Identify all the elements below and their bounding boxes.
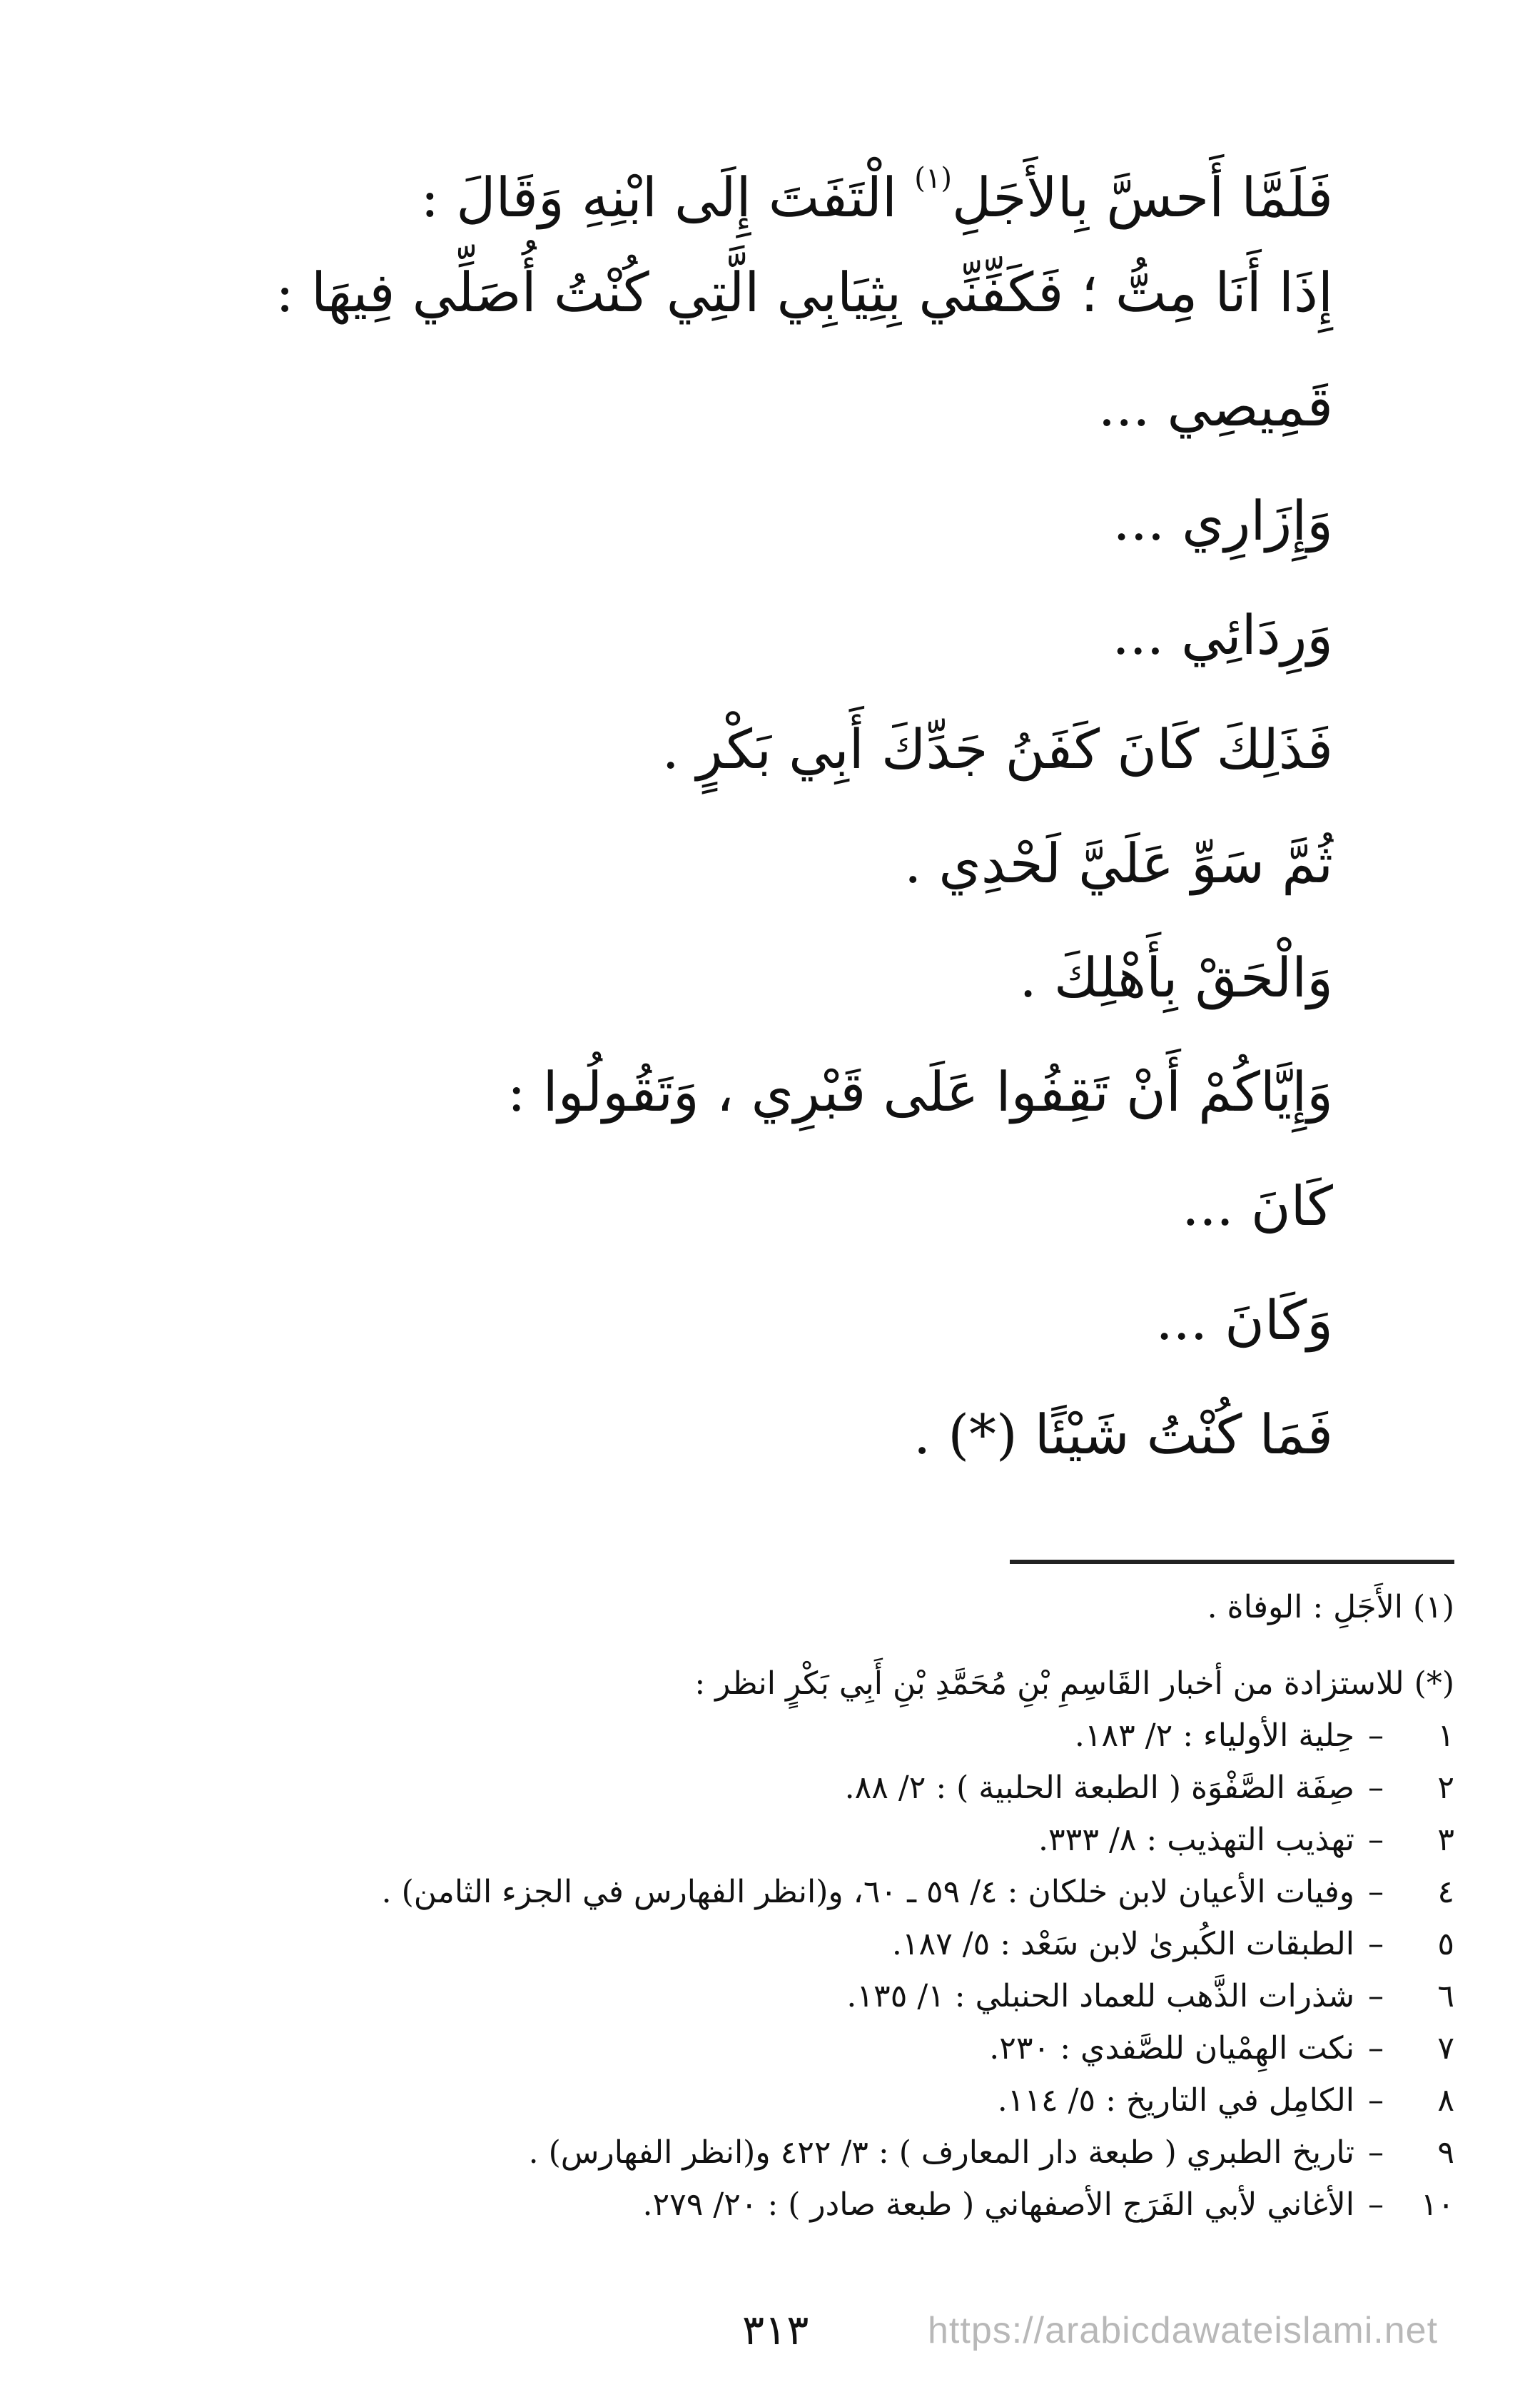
footnote-marker-1: (١) — [914, 162, 952, 195]
source-item — [241, 1762, 1454, 1814]
source-item — [241, 2074, 1454, 2126]
source-text: الأغاني لأبي الفَرَج الأصفهاني ( طبعة صادر ) : ٢٠/ ٢٧٩. — [642, 2186, 1354, 2223]
source-item — [241, 1970, 1454, 2022]
main-line-9: وَإِيَّاكُمْ أَنْ تَقِفُوا عَلَى قَبْرِي ، وَتَقُولُوا : — [507, 1060, 1333, 1124]
main-line-10: كَانَ ... — [1182, 1174, 1333, 1238]
source-dash: – — [1368, 2082, 1384, 2119]
source-item — [241, 2022, 1454, 2074]
source-text: الكامِل في التاريخ : ٥/ ١١٤. — [997, 2082, 1354, 2119]
source-item — [241, 1866, 1454, 1918]
source-text: حِلية الأولياء : ٢/ ١٨٣. — [1074, 1717, 1354, 1754]
source-dash: – — [1368, 1822, 1384, 1858]
source-number: ٧ — [1437, 2030, 1454, 2066]
footnote-star-intro: (*) للاستزادة من أخبار القَاسِمِ بْنِ مُحَمَّدِ بْنِ أَبِي بَكْرٍ انظر : — [694, 1665, 1454, 1702]
source-text: وفيات الأعيان لابن خلكان : ٤/ ٥٩ ـ ٦٠، و(انظر الفهارس في الجزء الثامن) . — [381, 1874, 1354, 1910]
main-line-2: إِذَا أَنَا مِتُّ ؛ فَكَفِّنِّي بِثِيَابِي الَّتِي كُنْتُ أُصَلِّي فِيهَا : — [275, 261, 1333, 324]
footnote-divider — [1010, 1560, 1454, 1564]
main-line-5: وَرِدَائِي ... — [1112, 603, 1333, 667]
main-line-1-rest: الْتَفَتَ إِلَى ابْنِهِ وَقَالَ : — [420, 166, 898, 229]
source-number: ٨ — [1437, 2082, 1454, 2119]
main-line-6: فَذَلِكَ كَانَ كَفَنُ جَدِّكَ أَبِي بَكْرٍ . — [662, 717, 1333, 781]
page-number: ٣١٣ — [742, 2306, 809, 2354]
main-line-1-start: فَلَمَّا أَحسَّ بِالأَجَلِ — [951, 166, 1333, 229]
source-text: صِفَة الصَّفْوَة ( الطبعة الحلبية ) : ٢/ ٨٨. — [844, 1770, 1354, 1806]
source-item — [241, 1814, 1454, 1866]
source-number: ١ — [1437, 1717, 1454, 1754]
main-line-12: فَمَا كُنْتُ شَيْئًا (*) . — [913, 1403, 1333, 1466]
main-line-3: قَمِيصِي ... — [1098, 375, 1333, 438]
main-line-7: ثُمَّ سَوِّ عَلَيَّ لَحْدِي . — [904, 832, 1333, 895]
source-item — [241, 2126, 1454, 2179]
source-text: الطبقات الكُبرىٰ لابن سَعْد : ٥/ ١٨٧. — [891, 1926, 1354, 1962]
main-text — [191, 121, 1333, 1492]
source-dash: – — [1368, 2134, 1384, 2171]
source-text: نكت الهِمْيان للصَّفدي : ٢٣٠. — [989, 2030, 1354, 2066]
source-text: تاريخ الطبري ( طبعة دار المعارف ) : ٣/ ٤٢٢ و(انظر الفهارس) . — [528, 2134, 1354, 2171]
source-dash: – — [1368, 2030, 1384, 2066]
source-dash: – — [1368, 1926, 1384, 1962]
main-line-8: وَالْحَقْ بِأَهْلِكَ . — [1019, 946, 1333, 1009]
source-number: ٦ — [1437, 1978, 1454, 2014]
source-item — [241, 2179, 1454, 2231]
source-item — [241, 1710, 1454, 1762]
source-number: ٣ — [1437, 1822, 1454, 1858]
source-number: ٥ — [1437, 1926, 1454, 1962]
source-text: شذرات الذَّهب للعماد الحنبلي : ١/ ١٣٥. — [846, 1978, 1354, 2014]
source-dash: – — [1368, 1717, 1384, 1754]
source-dash: – — [1368, 1874, 1384, 1910]
source-number: ٢ — [1437, 1770, 1454, 1806]
source-item — [241, 1918, 1454, 1970]
source-dash: – — [1368, 1770, 1384, 1806]
main-line-4: وَإِزَارِي ... — [1113, 489, 1333, 552]
footnote-gap — [241, 1633, 1454, 1657]
source-text: تهذيب التهذيب : ٨/ ٣٣٣. — [1038, 1822, 1354, 1858]
main-line-11: وَكَانَ ... — [1155, 1288, 1333, 1352]
main-line-1 — [191, 121, 1333, 236]
source-number: ٩ — [1437, 2134, 1454, 2171]
source-number: ١٠ — [1420, 2186, 1454, 2223]
source-number: ٤ — [1437, 1874, 1454, 1910]
watermark-url: https://arabicdawateislami.net — [928, 2310, 1439, 2351]
footnotes — [241, 1581, 1454, 2231]
source-dash: – — [1368, 1978, 1384, 2014]
footnote-1: (١) الأَجَلِ : الوفاة . — [1207, 1589, 1454, 1625]
source-dash: – — [1368, 2186, 1384, 2223]
